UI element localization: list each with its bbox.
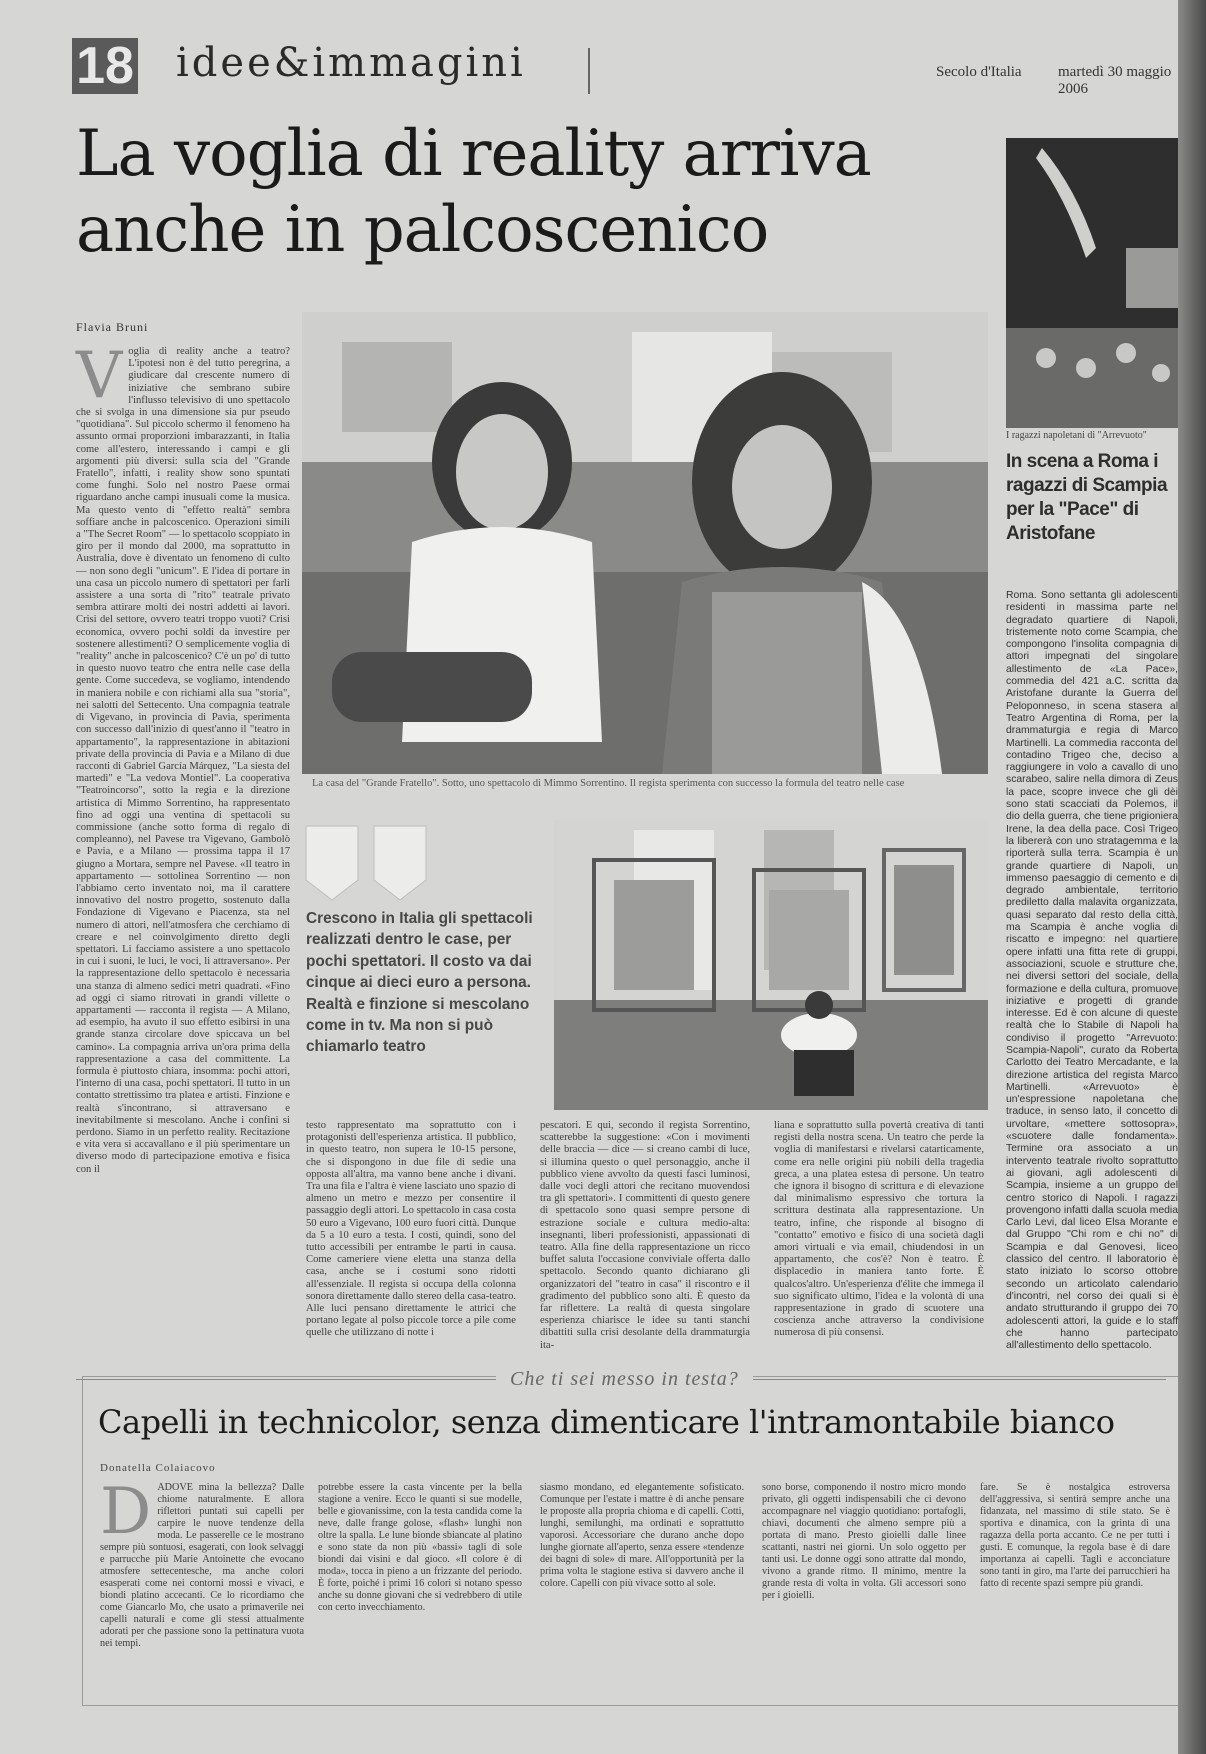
article-col1-text: oglia di reality anche a teatro? L'ipotesi non è del tutto peregrina, a giudicare dal crescente numero di iniziative che sembrano subire l'influsso televisivo di uno spettacolo che si svolga in una dimensione sia pur pseudo "quotidiana". Sul piccolo schermo il fenomeno ha assunto ormai proporzioni imbarazzanti, in Italia come all'estero, interessando i campi e gli argomenti più diversi: sulla scia del "Grande Fratello", infatti, i reality show sono spuntati come funghi. Solo nel nostro Paese ormai riguardano anche campi inusuali come la musica. Ma questo vento di "effetto realtà" sembra soffiare anche in palcoscenico. Operazioni simili a "The Secret Room" — lo spettacolo scoppiato in giro per il mondo dal 2000, ma soprattutto in Australia, dove è diventato un fenomeno di culto — non sono degli "unicum". E l'idea di portare in una casa un piccolo numero di spettatori per farli assistere a una sorta di "rito" teatrale privato sembra attirare molti dei nostri addetti ai lavori. Crisi del settore, ovvero teatri troppo vuoti? Crisi economica, ovvero pochi soldi da investire per sostenere allestimenti? O semplicemente voglia di "reality" anche in palcoscenico? C'è un po' di tutto in questo nuovo teatro che entra nelle case della gente. Come succedeva, se vogliamo, intendendo in maniera nobile e con richiami alla sua "storia", nei salotti del Settecento. Una compagnia teatrale di Vigevano, in provincia di Pavia, sperimenta con successo dall'inizio di quest'anno il "teatro in appartamento", la rappresentazione in abitazioni private della provincia di Pavia e a Milano di due racconti di Gabriel García Márquez, "La siesta del martedì" e "La vedova Montiel". La cooperativa "Teatroincorso", sotto la regia e la direzione artistica di Mimmo Sorrentino, ha rappresentato fino ad oggi una ventina di spettacoli su commissione (anche sotto forma di regalo di compleanno), nel Pavese tra Vigevano, Gambolò e Pavia, e a Milano — prossima tappa il 17 giugno a Mortara, sempre nel Pavese. «Il teatro in appartamento — sottolinea Sorrentino — non l'abbiamo certo inventato noi, ma il carattere innovativo del nostro progetto, sostenuto dalla Fondazione di Vigevano e Piacenza, sta nel numero di attori, nell'atmosfera che cerchiamo di creare e nel coinvolgimento diretto degli spettatori. Li facciamo assistere a uno spettacolo in cui i suoni, le luci, le voci, li attraversano». Per la rappresentazione dello spettacolo è necessaria una stanza di almeno sedici metri quadrati. «Fino ad oggi ci siamo ritrovati in grandi villette o appartamenti — racconta il regista — A Milano, ad esempio, ha avuto il suo effetto esibirsi in una grande stanza circolare dove spiccava un bel camino». La compagnia arriva un'ora prima della rappresentazione a casa del committente. La formula è piuttosto chiara, insomma: pochi attori, l'interno di una casa, pochi spettatori. Il tutto in un contatto strettissimo tra platea e artisti. Finzione e realtà s'incontrano, si attraversano e inevitabilmente si mescolano. Anche i confini si perdono. Siamo in un perfetto reality. Recitazione e vita vera si accavallano e il più sperimentare un diverso modo di partecipazione emotiva e fisica con il: [76, 346, 291, 1175]
pull-quote: Crescono in Italia gli spettacoli realizzati dentro le case, per pochi spettatori. Il costo va dai cinque ai dieci euro a persona. Realtà e finzione si mescolano come in tv. Ma non si può chiamarlo teatro: [306, 910, 533, 1056]
bottom-article-byline: Donatella Colaiacovo: [100, 1462, 216, 1474]
bottom-column-3: siasmo mondano, ed elegantemente sofisticato. Comunque per l'estate i mattre è di anche pensare le proposte alla propria chioma e di capelli. Cotti, lunghi, semilunghi, ma ordinati e soprattutto vaporosi. Accessoriare che durano anche dopo lunghe giornate all'aperto, senza essere «tendenze dei bagni di sole» di mare. All'opportunità per la prima volta le stagione estiva si davvero anche il colore. Capelli con più vivace sotto al sole.: [540, 1482, 744, 1589]
bottom-col1-text: ADOVE mina la bellezza? Dalle chiome naturalmente. E allora riflettori puntati sui capelli per carpire le nuove tendenze della moda. Le passerelle ce le mostrano sempre più sontuosi, esagerati, con look selvaggi e parrucche più Marie Antoinette che evocano atmosfere settecentesche, ma anche colori esasperati come nei contorni mossi e vivaci, e biondi platino accecanti. Ce lo ricordiamo che come Giancarlo Mo, che usato a primaverile nei capelli naturali e come gli stessi attualmente adorati per che passione sono la pettinatura vuota nei tempi.: [100, 1482, 304, 1649]
main-photo-caption: La casa del "Grande Fratello". Sotto, uno spettacolo di Mimmo Sorrentino. Il regista sperimenta con successo la formula del teatro nelle case: [312, 778, 905, 789]
bottom-column-1: [100, 1475, 304, 1694]
page-edge-shadow: [1178, 0, 1206, 1754]
bottom-column-5: fare. Se è nostalgica estroversa dell'aggressiva, si sentirà sempre anche una fidanzata, nel massimo di stile stato. Se è sportiva e dinamica, con la grinta di una ragazza della porta accanto. Ce ne per tutti i gusti. E comunque, la regola base è di dare importanza ai capelli. Tagli e acconciature sono tanti in giro, ma l'arte dei parrucchieri ha fatto di recente spazi sempre più grandi.: [980, 1482, 1170, 1589]
quote-mark-icon: [302, 820, 438, 906]
bottom-column-4: sono borse, componendo il nostro micro mondo privato, gli oggetti indispensabili che ci devono accompagnare nel viaggio quotidiano: portafogli, chiavi, documenti che almeno sempre più a portata di mano. Presto gioielli dalle linee scattanti, nastri nei giorni. Un solo oggetto per tanti usi. Le donne oggi sono attratte dal mondo, vivono a grande ritmo. Il minimo, mentre la grande resta di volta in volta. Gli accessori sono per i gioielli.: [762, 1482, 966, 1601]
article-column-1: [76, 339, 291, 1346]
article-headline: [76, 116, 956, 268]
sidebar-headline: In scena a Roma i ragazzi di Scampia per la "Pace" di Aristofane: [1006, 451, 1168, 544]
issue-date: martedì 30 maggio 2006: [1058, 64, 1172, 97]
sidebar-photo: [1006, 138, 1184, 428]
loom-photo: [554, 820, 988, 1110]
newspaper-name: Secolo d'Italia: [936, 64, 1022, 80]
header-divider: [588, 48, 590, 94]
headline-line-2: anche in palcoscenico: [76, 193, 769, 267]
bottom-column-2: potrebbe essere la casta vincente per la bella stagione a venire. Ecco le quanti si sue modelle, belle e giovanissime, con la testa candida come la neve, dalle frange golose, «flash» lunghi non oltre la spalla. Le lune bionde sbiancate al platino e sono state da non più «bassi» tagli di sole biondi dai visini e dal gioco. «Il colore è di moda», tocca in pieno a un frizzante del periodo. È forte, poiché i primi 16 colori si notano spesso anche su donne giovani che si vedrebbero di utile con certo invecchiamento.: [318, 1482, 522, 1613]
article-column-4: liana e soprattutto sulla povertà creativa di tanti registi della nostra scena. Un teatro che perde la voglia di manifestarsi e rivelarsi catarticamente, come era nelle origini più nobili della tragedia greca, a una platea estesa di persone. Un teatro che ignora il bisogno di scrittura e di elevazione dal minimalismo espressivo che tortura la scrittura destinata alla rappresentazione. Un teatro, infine, che risponde al bisogno di "contatto" emotivo e fisico di una società dagli amori virtuali e via email, chiudendosi in un appartamento, che cos'è? Non è teatro. È displacedio in maniera tanto forte. È qualcos'altro. Un'esperienza d'élite che immega il suo significato ultimo, l'idea e la volontà di una rappresentazione in grado di scuotere una coscienza anche attraverso la condivisione numerosa di più consensi.: [774, 1120, 984, 1339]
sidebar-article-text: Roma. Sono settanta gli adolescenti residenti in massima parte nel degradato quartiere di Napoli, tristemente noto come Scampia, che compongono l'insolita compagnia di attori impegnati del singolare allestimento de «La Pace», commedia del 421 a.C. scritta da Aristofane durante la Guerra del Peloponneso, in scena stasera al Teatro Argentina di Roma, per la drammaturgia e regia di Marco Martinelli. La commedia racconta del contadino Trigeo che, deciso a raggiungere in volo a cavallo di uno scarabeo, salire nella dimora di Zeus la pace, scopre invece che gli dèi sono stati scacciati da Polemos, il dio della guerra, che tiene prigioniera Irene, la dea della pace. Così Trigeo la libererà con uno stratagemma e la riporterà sulla terra. Scampia è un grande quartiere di Napoli, un immenso paesaggio di cemento e di degrado ambientale, territorio prediletto dalla malavita organizzata, quasi separato dal resto della città, ma Scampia è anche voglia di riscatto e impegno: nel quartiere opere infatti una fitta rete di gruppi, associazioni, scuole e strutture che, nei diversi settori del sociale, della formazione e della cultura, promuove iniziative e progetti di grande interesse. Ed è con alcune di queste realtà che lo Stabile di Napoli ha condiviso il progetto "Arrevuoto: Scampia-Napoli", curato da Roberta Carlotto dei Teatro Mercadante, e la direzione artistica del regista Marco Martinelli. «Arrevuoto» è un'espressione napoletana che traduce, in senso lato, il concetto di urvoltare, «mettere sottosopra», «scuotere dalle fondamenta». Termine ora associato a un intervento teatrale rivolto soprattutto ai giovani, agli adolescenti di Scampia, insieme a un gruppo del centro storico di Napoli. I ragazzi provengono infatti dalla scuola media Carlo Levi, dal liceo Elsa Morante e dal Gruppo "Chi rom e chi no" di Scampia e dal Genovesi, liceo classico del centro. Il laboratorio è stato iniziato lo scorso ottobre secondo un articolato calendario d'incontri, nel corso dei quali si è andato strutturando il gruppo dei 70 adolescenti attori, la guide e lo staff che hanno partecipato all'allestimento dello spettacolo.: [1006, 590, 1178, 1352]
drop-cap: V: [76, 339, 123, 413]
sidebar-photo-caption: I ragazzi napoletani di "Arrevuoto": [1006, 430, 1147, 441]
rubric-label: Che ti sei messo in testa?: [496, 1368, 753, 1391]
headline-line-1: La voglia di reality arriva: [76, 117, 871, 191]
article-column-2: testo rappresentato ma soprattutto con i protagonisti dell'esperienza artistica. Il pubblico, in questo teatro, non supera le 10-15 persone, che si dispongono in due file di sedie una opposta all'altra, ma vanno bene anche i divani. Tra una fila e l'altra è viene lasciato uno spazio di almeno un metro e mezzo per consentire il passaggio degli attori. Lo spettacolo in casa costa 50 euro a Vigevano, 100 euro fuori città. Dunque da 5 a 10 euro a testa. I costi, quindi, sono del tutto accessibili per entrambe le parti in causa. Come cameriere viene eletta una stanza della casa, anche se i costumi sono ridotti all'essenziale. Il regista si occupa della colonna sonora direttamente dallo stereo della casa-teatro. Alle luci pensano direttamente le attrici che portano legate al polso piccole torce a pile come quelle che utilizzano di notte i: [306, 1120, 517, 1339]
section-title: idee&immagini: [176, 40, 526, 86]
bottom-drop-cap: D: [100, 1475, 152, 1549]
bottom-article-headline: Capelli in technicolor, senza dimenticare l'intramontabile bianco: [98, 1403, 1115, 1441]
main-photo: [302, 312, 988, 774]
article-column-3: pescatori. E qui, secondo il regista Sorrentino, scatterebbe la suggestione: «Con i movimenti delle braccia — dice — si creano cambi di luce, si illumina questo o quel personaggio, anche il pubblico viene avvolto da questi fasci luminosi, dalle voci degli attori che recitano muovendosi tra gli spettatori». I committenti di questo genere di spettacolo sono quasi sempre persone di estrazione sociale e cultura medio-alta: insegnanti, liberi professionisti, appassionati di teatro. Alla fine della rappresentazione un ricco buffet saluta l'occasione conviviale offerta dallo spettacolo. Secondo quanto dichiarano gli organizzatori del "teatro in casa" il riscontro e il gradimento del pubblico sono alti. È questo da far riflettere. La realtà di questa singolare esperienza chiarisce le idee su tanti stanchi dibattiti sulla crisi desolante della drammaturgia ita-: [540, 1120, 750, 1351]
page-number: 18: [72, 38, 138, 94]
article-byline: Flavia Bruni: [76, 320, 149, 334]
